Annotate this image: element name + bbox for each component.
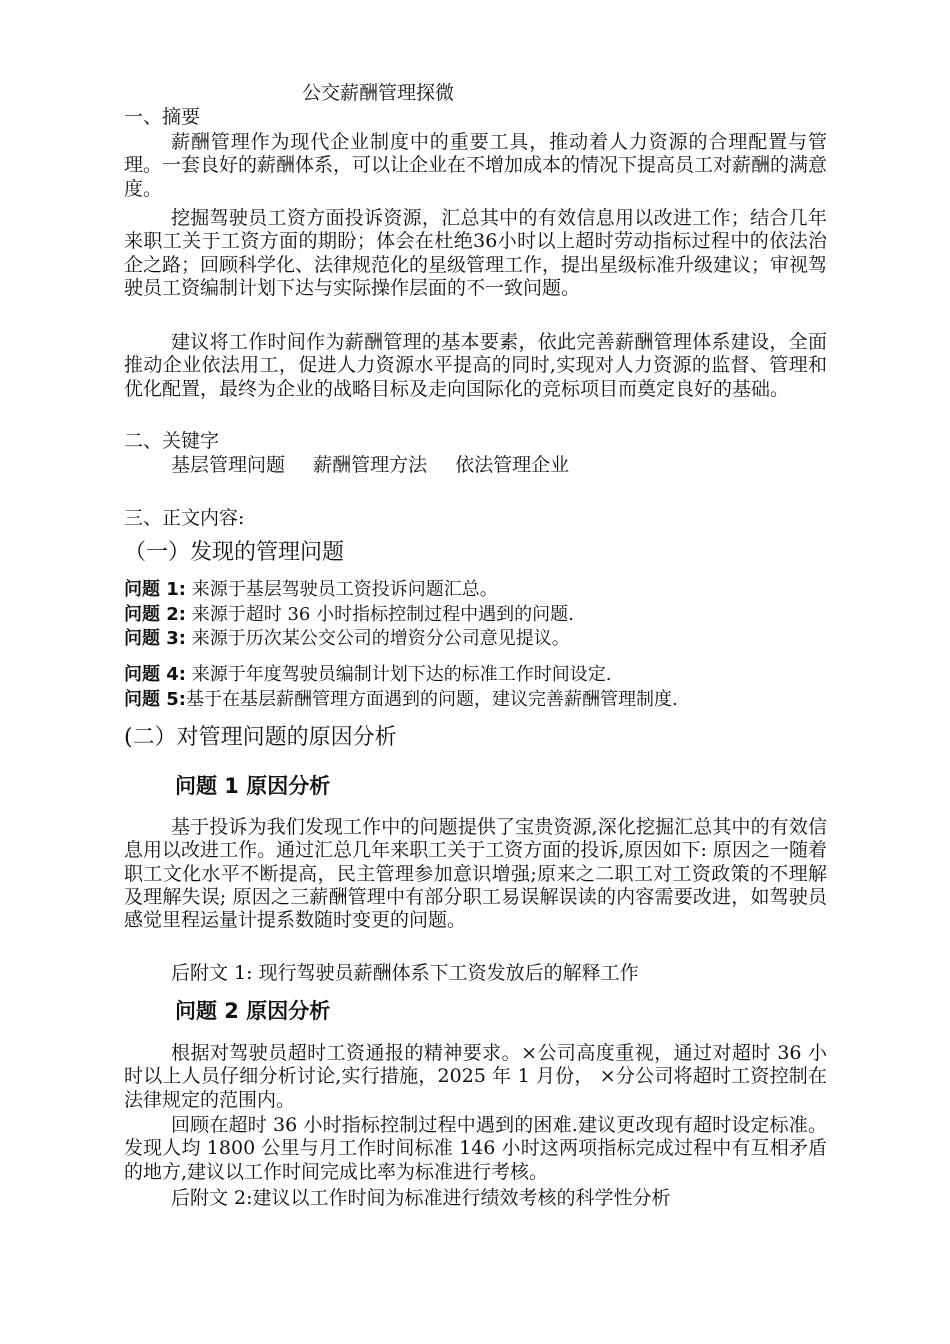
cause2-heading: 问题 2 原因分析 — [175, 999, 331, 1023]
problem-item — [124, 603, 574, 626]
problem-item — [124, 627, 570, 650]
problem-item — [124, 578, 498, 601]
keyword: 依法管理企业 — [455, 454, 570, 476]
keyword: 薪酬管理方法 — [313, 454, 428, 476]
cause1-attachment: 后附文 1: 现行驾驶员薪酬体系下工资发放后的解释工作 — [171, 962, 639, 984]
cause1-heading: 问题 1 原因分析 — [175, 774, 331, 798]
problem-label: 问题 5: — [124, 689, 186, 710]
body-heading: 三、正文内容: — [124, 507, 245, 529]
abstract-paragraph-3: 建议将工作时间作为薪酬管理的基本要素，依此完善薪酬管理体系建设，全面推动企业依法用工，促进人力资源水平提高的同时,实现对人力资源的监督、管理和优化配置，最终为企业的战略目标及走向国际化的竞标项目而奠定良好的基础。 — [124, 331, 827, 400]
problem-item — [124, 663, 611, 686]
document-title: 公交薪酬管理探微 — [302, 82, 455, 104]
keywords-line — [171, 454, 591, 477]
cause2-attachment: 后附文 2:建议以工作时间为标准进行绩效考核的科学性分析 — [171, 1187, 671, 1209]
cause2-paragraph-1: 根据对驾驶员超时工资通报的精神要求。×公司高度重视，通过对超时 36 小时以上人员仔细分析讨论,实行措施，2025 年 1 月份， ×分公司将超时工资控制在法律规定的范围内。 — [124, 1042, 827, 1111]
keywords-heading: 二、关键字 — [124, 430, 220, 452]
problem-label: 问题 3: — [124, 628, 186, 649]
abstract-paragraph-2: 挖掘驾驶员工资方面投诉资源，汇总其中的有效信息用以改进工作；结合几年来职工关于工资方面的期盼；体会在杜绝36小时以上超时劳动指标过程中的依法治企之路；回顾科学化、法律规范化的星级管理工作，提出星级标准升级建议；审视驾驶员工资编制计划下达与实际操作层面的不一致问题。 — [124, 207, 828, 299]
problem-label: 问题 1: — [124, 579, 186, 600]
problem-text: 来源于基层驾驶员工资投诉问题汇总。 — [186, 579, 498, 600]
problem-label: 问题 4: — [124, 664, 186, 685]
abstract-heading: 一、摘要 — [124, 106, 201, 128]
cause2-paragraph-2: 回顾在超时 36 小时指标控制过程中遇到的困难.建议更改现有超时设定标准。发现人均 1800 公里与月工作时间标准 146 小时这两项指标完成过程中有互相矛盾的地方,建议以工作时间完成比率为标准进行考核。 — [124, 1114, 827, 1183]
problem-text: 来源于历次某公交公司的增资分公司意见提议。 — [186, 628, 570, 649]
part1-heading: （一）发现的管理问题 — [124, 540, 345, 565]
problem-item — [124, 688, 678, 711]
problem-text: 来源于超时 36 小时指标控制过程中遇到的问题. — [186, 604, 574, 625]
part2-heading: (二）对管理问题的原因分析 — [124, 725, 397, 750]
problem-label: 问题 2: — [124, 604, 186, 625]
problem-text: 来源于年度驾驶员编制计划下达的标准工作时间设定. — [186, 664, 612, 685]
cause1-paragraph: 基于投诉为我们发现工作中的问题提供了宝贵资源,深化挖掘汇总其中的有效信息用以改进工作。通过汇总几年来职工关于工资方面的投诉,原因如下: 原因之一随着职工文化水平不断提高，民主管理参加意识增强;原来之二职工对工资政策的不理解及理解失误; 原因之三薪酬管理中有部分职工易误解误读的内容需要改进，如驾驶员感觉里程运量计提系数随时变更的问题。 — [124, 816, 827, 932]
problem-text: 基于在基层薪酬管理方面遇到的问题，建议完善薪酬管理制度. — [186, 689, 678, 710]
keyword: 基层管理问题 — [171, 454, 286, 476]
abstract-paragraph-1: 薪酬管理作为现代企业制度中的重要工具，推动着人力资源的合理配置与管理。一套良好的薪酬体系，可以让企业在不增加成本的情况下提高员工对薪酬的满意度。 — [124, 131, 828, 200]
